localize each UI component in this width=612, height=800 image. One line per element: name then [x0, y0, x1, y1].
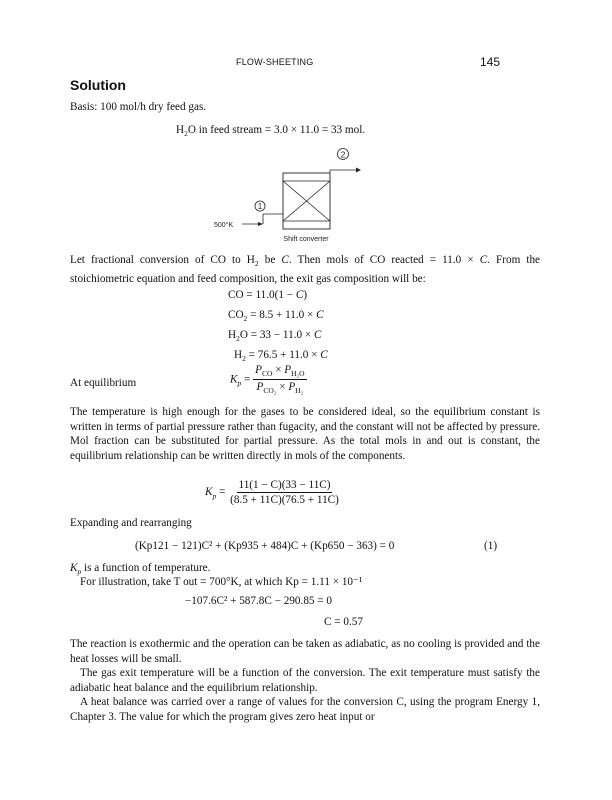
feed-water-equation: $H_2O$ in feed stream = 3.0 × 11.0 = 33 mol. — [176, 124, 366, 139]
expanding-label: Expanding and rearranging — [70, 517, 192, 529]
diagram-caption: Shift converter — [283, 236, 329, 243]
outlet-arrow-icon — [356, 168, 361, 173]
composition-co: CO = 11.0(1 − C) — [228, 289, 308, 301]
paragraph-heat-balance: A heat balance was carried over a range of values for the conversion C, using the program Energy 1, Chapter 3. The value for which the program gives zero heat input or — [70, 696, 540, 723]
section-title: Solution — [70, 77, 126, 93]
composition-h2o: $H_2O = 33 - 11.0 \times C$ — [228, 329, 322, 344]
quadratic-equation: −107.6C² + 587.8C − 290.85 = 0 — [185, 595, 332, 607]
composition-h2: $H_2 = 76.5 + 11.0 \times C$ — [234, 349, 328, 364]
page-number: 145 — [480, 55, 501, 69]
composition-co2: $CO_2 = 8.5 + 11.0 \times C$ — [228, 309, 324, 324]
inlet-arrow-icon — [258, 222, 263, 226]
running-title: FLOW-SHEETING — [236, 57, 314, 67]
svg-text:2: 2 — [340, 149, 346, 160]
paragraph-exit-temperature: The gas exit temperature will be a function of the conversion. The exit temperature must satisfy the adiabatic heat balance and the equilibrium relationship. — [70, 667, 540, 694]
paragraph-adiabatic: The reaction is exothermic and the operation can be taken as adiabatic, as no cooling is provided and the heat losses will be small. — [70, 638, 540, 665]
equilibrium-label: At equilibrium — [70, 377, 137, 389]
paragraph-conversion: Let fractional conversion of CO to $H_2$ be C. Then mols of CO reacted = 11.0 × C. From the stoichiometric equation and feed composition, the exit gas composition will be: — [70, 254, 541, 285]
conversion-result: C = 0.57 — [324, 616, 363, 628]
paragraph-ideal-gas: The temperature is high enough for the gases to be considered ideal, so the equilibrium constant is written in terms of partial pressure rather than fugacity, and the constant will not be affected by pressure. Mol fraction can be substituted for partial pressure. As the total mols in and out is constant, the equilibrium relationship can be written directly in mols of the components. — [70, 406, 540, 462]
inlet-temperature: 500°K — [214, 222, 234, 229]
equation-1: (Kp121 − 121)C² + (Kp935 + 484)C + (Kp650 − 363) = 0 — [135, 540, 395, 552]
equation-1-number: (1) — [484, 540, 498, 552]
kp-function-line: $K_p$ is a function of temperature. — [70, 562, 211, 577]
shift-converter-diagram — [210, 142, 370, 247]
svg-text:1: 1 — [257, 202, 263, 211]
illustration-line: For illustration, take T out = 700°K, at which Kp = 1.11 × 10⁻¹ — [80, 576, 363, 588]
kp-equation: $K_p$ = $\frac{11(1 - C)(33 - 11C)}{(8.5 + 11C)(76.5 + 11C)}$ — [205, 479, 339, 506]
equilibrium-equation: $K_p$ = $\frac{P_{CO} \times P_{H_2O}}{P_{CO_2} \times P_{H_2}}$ — [230, 364, 305, 396]
basis-line: Basis: 100 mol/h dry feed gas. — [70, 101, 207, 113]
